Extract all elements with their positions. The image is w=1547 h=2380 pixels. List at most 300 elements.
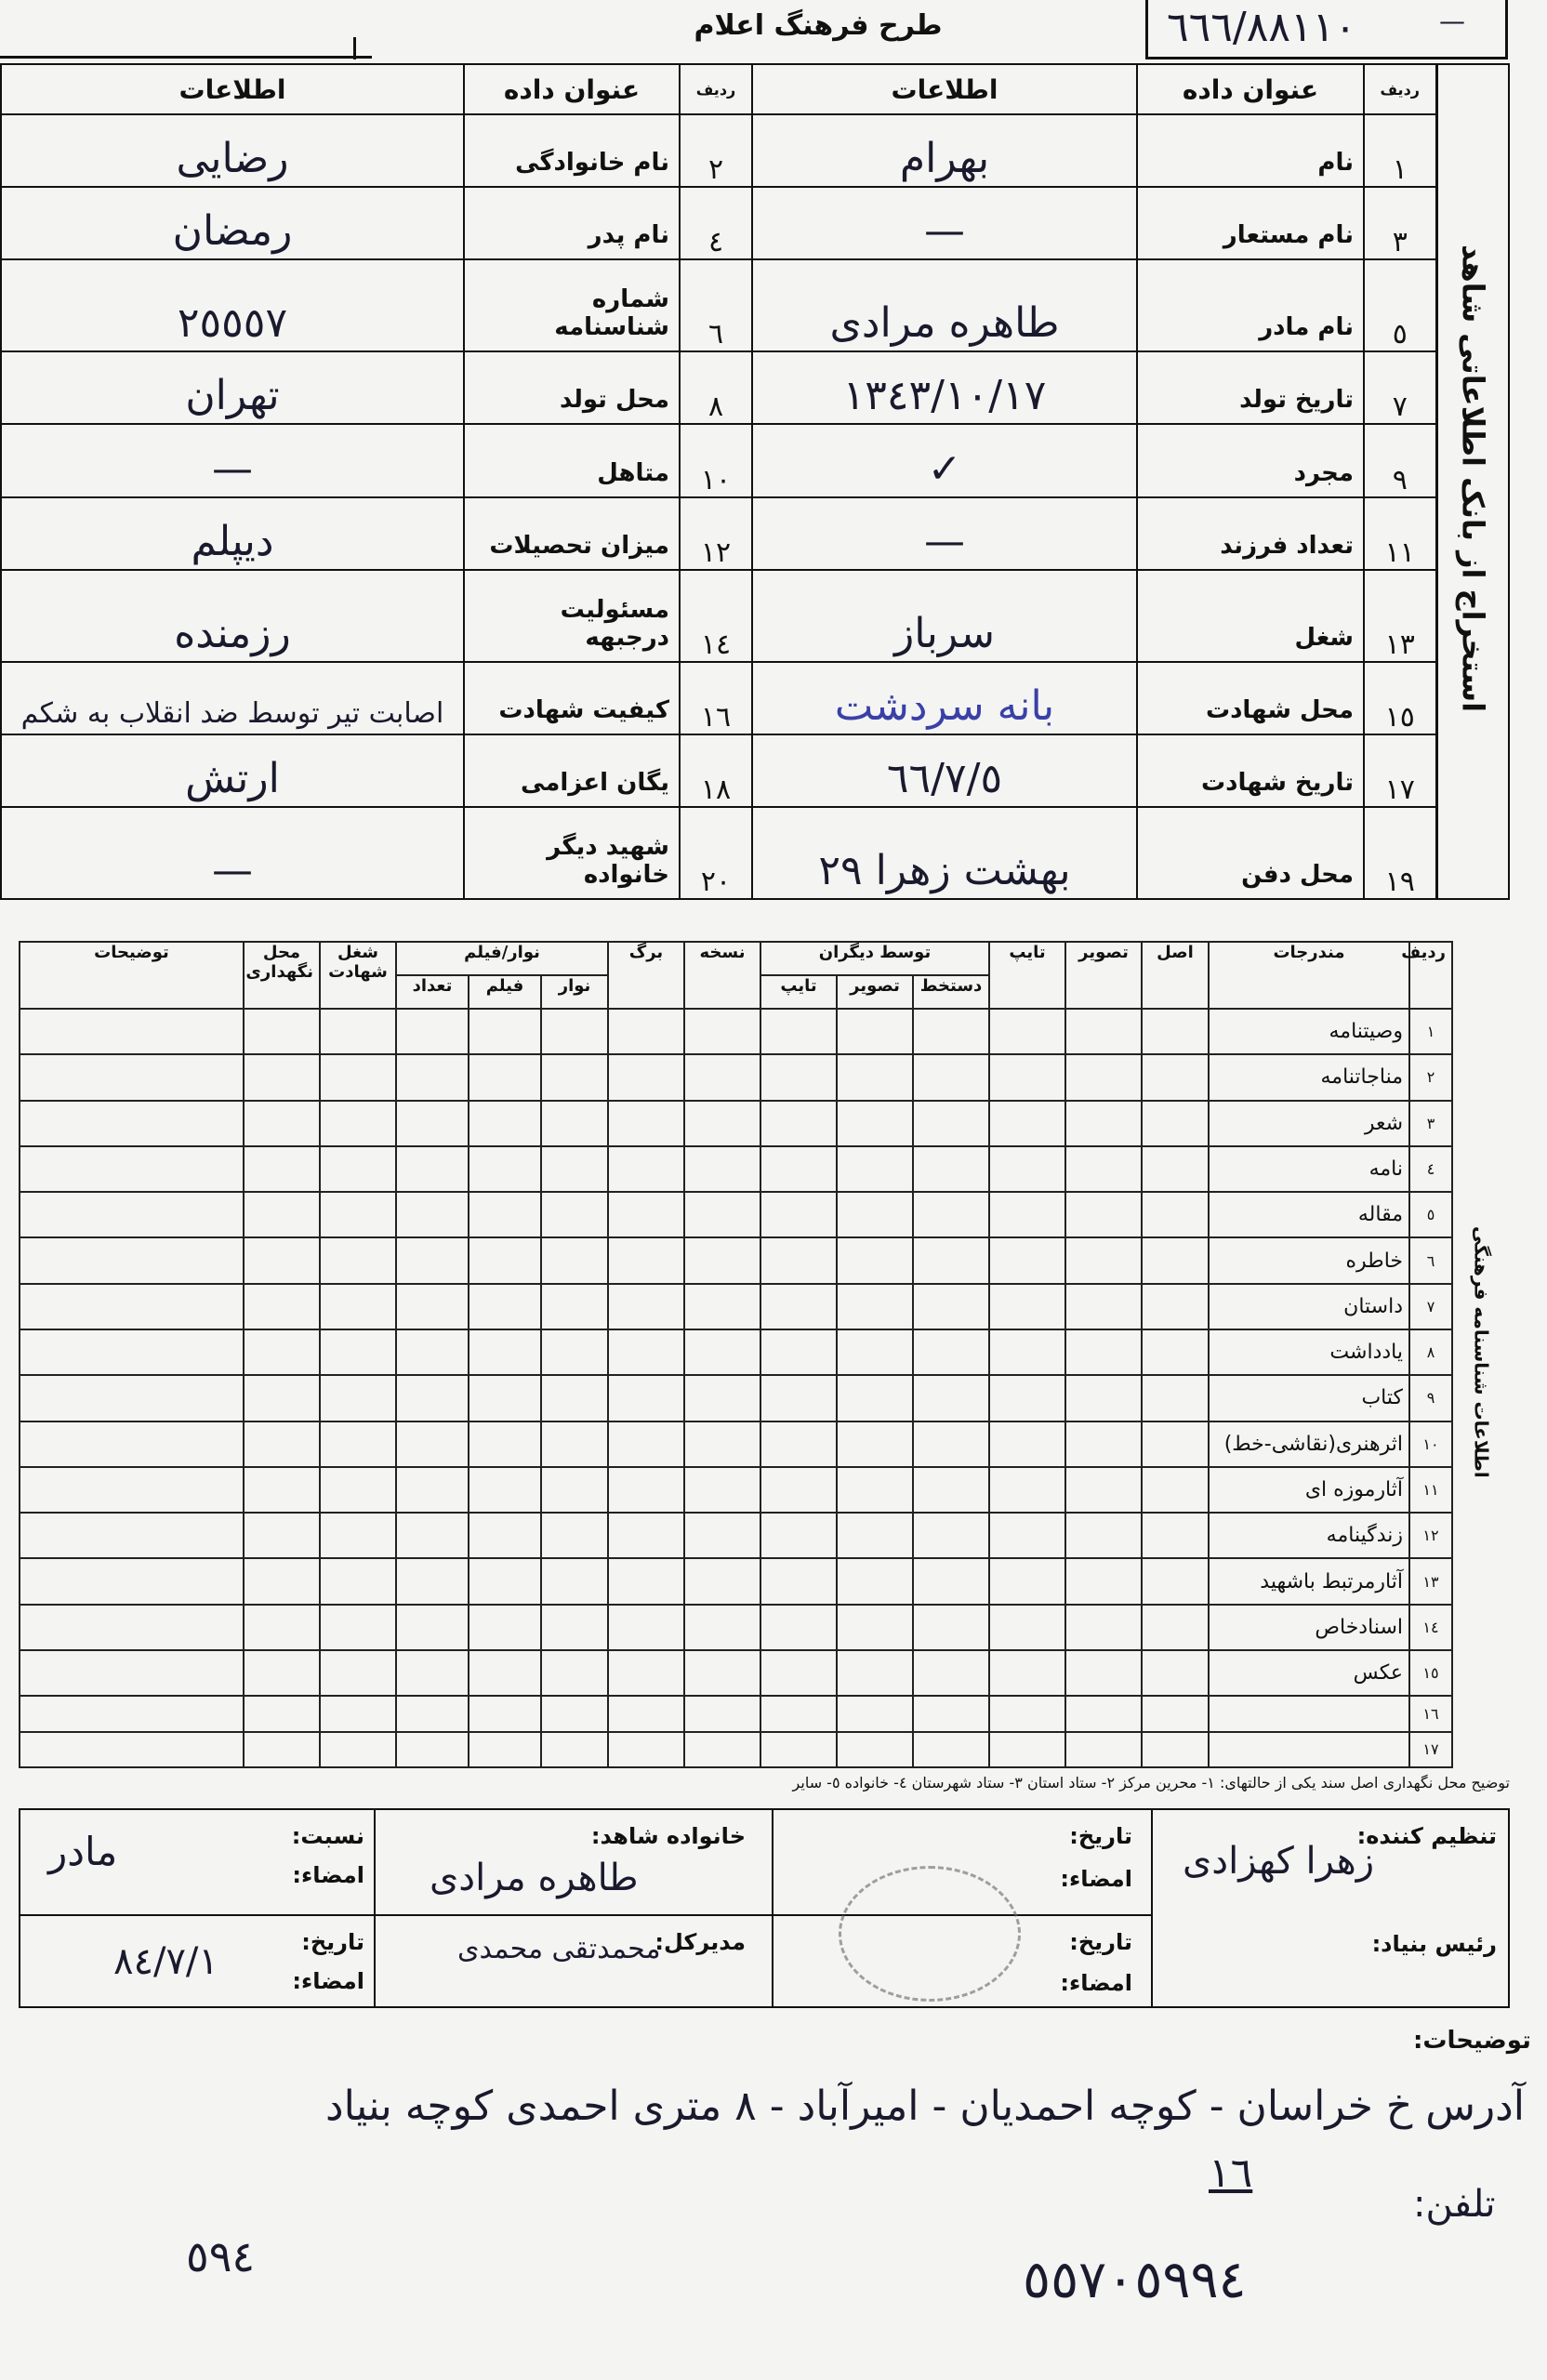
item-cell <box>541 1605 608 1650</box>
item-cell <box>320 1009 396 1054</box>
item-cell <box>837 1009 913 1054</box>
row-number: ١٧ <box>1364 734 1436 807</box>
h-handwritten: دستخط <box>913 975 989 1009</box>
sign-label-4: امضاء: <box>292 1968 364 1994</box>
item-cell <box>989 1192 1065 1237</box>
item-cell <box>608 1329 684 1375</box>
item-cell <box>541 1421 608 1467</box>
item-cell <box>396 1329 469 1375</box>
cultural-side-label: اطلاعات شناسنامه فرهنگی <box>1452 942 1510 1767</box>
item-cell <box>989 1467 1065 1513</box>
field-value: ١٣٤٣/١٠/١٧ <box>752 351 1137 424</box>
item-number: ١٠ <box>1409 1421 1452 1467</box>
item-cell <box>396 1605 469 1650</box>
martyr-info-row <box>1 570 1509 662</box>
item-cell <box>1065 1054 1142 1100</box>
item-cell <box>837 1558 913 1604</box>
item-cell <box>244 1192 320 1237</box>
item-cell <box>989 1732 1065 1767</box>
item-cell <box>320 1284 396 1329</box>
cultural-item-row <box>20 1054 1510 1100</box>
h-copy: نسخه <box>684 942 760 1009</box>
item-cell <box>20 1237 244 1283</box>
item-cell <box>320 1375 396 1421</box>
item-number: ٣ <box>1409 1101 1452 1146</box>
martyr-info-row <box>1 497 1509 570</box>
item-cell <box>396 1284 469 1329</box>
martyr-info-row <box>1 734 1509 807</box>
item-cell <box>244 1467 320 1513</box>
item-cell <box>1142 1558 1209 1604</box>
item-label: مناجاتنامه <box>1209 1054 1409 1100</box>
h-typed: تایپ <box>989 942 1065 1009</box>
sign-label-1: امضاء: <box>1060 1866 1132 1892</box>
item-cell <box>684 1650 760 1696</box>
cultural-item-row <box>20 1558 1510 1604</box>
row-number: ١٩ <box>1364 807 1436 899</box>
item-cell <box>1142 1605 1209 1650</box>
storage-footnote: توضیح محل نگهداری اصل سند یکی از حالتهای: ١- محرین مرکز ٢- ستاد استان ٣- ستاد شهرستان ٤- خانواده ٥- سایر <box>792 1774 1510 1792</box>
item-cell <box>469 1329 541 1375</box>
foundation-head-label: رئیس بنیاد: <box>1371 1931 1497 1957</box>
row-number: ٣ <box>1364 187 1436 259</box>
h-page: برگ <box>608 942 684 1009</box>
col-row-2: ردیف <box>680 64 752 114</box>
item-cell <box>913 1467 989 1513</box>
field-value: رزمنده <box>1 570 464 662</box>
item-cell <box>684 1284 760 1329</box>
field-label: یگان اعزامی <box>464 734 680 807</box>
item-cell <box>913 1284 989 1329</box>
item-cell <box>541 1329 608 1375</box>
item-cell <box>20 1284 244 1329</box>
field-label: مجرد <box>1137 424 1364 496</box>
item-cell <box>469 1732 541 1767</box>
item-cell <box>244 1696 320 1731</box>
col-info-2: اطلاعات <box>1 64 464 114</box>
item-cell <box>837 1237 913 1283</box>
official-stamp <box>839 1866 1021 2002</box>
item-cell <box>989 1329 1065 1375</box>
field-value: رمضان <box>1 187 464 259</box>
row-number: ٢ <box>680 114 752 187</box>
item-number: ٨ <box>1409 1329 1452 1375</box>
row-number: ٩ <box>1364 424 1436 496</box>
field-label: نام خانوادگی <box>464 114 680 187</box>
field-label: تاریخ شهادت <box>1137 734 1364 807</box>
h-row: ردیف <box>1409 942 1452 1009</box>
item-cell <box>244 1101 320 1146</box>
field-value: رضایی <box>1 114 464 187</box>
cultural-item-row <box>20 1696 1510 1731</box>
h-place-kept: محل نگهداری <box>244 942 320 1009</box>
cultural-item-row <box>20 1192 1510 1237</box>
field-label: محل تولد <box>464 351 680 424</box>
address-line: آدرس خ خراسان - کوچه احمدیان - امیرآباد - ٨ متری احمدی کوچه بنیاد <box>325 2082 1525 2130</box>
field-value: بهشت زهرا ٢٩ <box>752 807 1137 899</box>
item-cell <box>837 1284 913 1329</box>
item-cell <box>989 1650 1065 1696</box>
martyr-info-row <box>1 187 1509 259</box>
item-cell <box>396 1054 469 1100</box>
phone-value: ٥٥٧٠٥٩٩٤ <box>1023 2250 1247 2310</box>
item-cell <box>913 1696 989 1731</box>
item-cell <box>913 1237 989 1283</box>
item-cell <box>541 1558 608 1604</box>
item-cell <box>608 1237 684 1283</box>
item-cell <box>469 1284 541 1329</box>
item-cell <box>760 1375 837 1421</box>
item-cell <box>989 1696 1065 1731</box>
item-label: وصیتنامه <box>1209 1009 1409 1054</box>
col-field: عنوان داده <box>1137 64 1364 114</box>
item-cell <box>244 1605 320 1650</box>
item-number: ٥ <box>1409 1192 1452 1237</box>
field-value: اصابت تیر توسط ضد انقلاب به شکم <box>1 662 464 734</box>
item-cell <box>244 1284 320 1329</box>
item-cell <box>760 1605 837 1650</box>
item-cell <box>20 1375 244 1421</box>
item-cell <box>989 1375 1065 1421</box>
item-cell <box>684 1605 760 1650</box>
field-value: دیپلم <box>1 497 464 570</box>
row-number: ٦ <box>680 259 752 351</box>
field-value: تهران <box>1 351 464 424</box>
item-cell <box>760 1421 837 1467</box>
item-cell <box>760 1650 837 1696</box>
item-cell <box>684 1329 760 1375</box>
item-cell <box>1142 1650 1209 1696</box>
item-cell <box>913 1054 989 1100</box>
item-cell <box>837 1329 913 1375</box>
field-value: — <box>1 424 464 496</box>
row-number: ٤ <box>680 187 752 259</box>
col-field-2: عنوان داده <box>464 64 680 114</box>
field-value: — <box>752 497 1137 570</box>
item-cell <box>608 1192 684 1237</box>
item-cell <box>396 1421 469 1467</box>
item-cell <box>20 1650 244 1696</box>
item-cell <box>244 1558 320 1604</box>
item-cell <box>1142 1054 1209 1100</box>
field-value: ✓ <box>752 424 1137 496</box>
item-cell <box>913 1421 989 1467</box>
h-by-others: توسط دیگران <box>760 942 989 975</box>
item-cell <box>469 1513 541 1558</box>
item-cell <box>684 1009 760 1054</box>
item-label <box>1209 1696 1409 1731</box>
item-cell <box>469 1054 541 1100</box>
item-cell <box>1142 1696 1209 1731</box>
cultural-item-row <box>20 1732 1510 1767</box>
item-cell <box>1065 1146 1142 1192</box>
item-cell <box>1142 1009 1209 1054</box>
item-cell <box>320 1192 396 1237</box>
item-number: ١٣ <box>1409 1558 1452 1604</box>
item-cell <box>1142 1284 1209 1329</box>
field-label: نام <box>1137 114 1364 187</box>
item-cell <box>989 1558 1065 1604</box>
item-cell <box>1065 1192 1142 1237</box>
cultural-item-row <box>20 1467 1510 1513</box>
martyr-info-row <box>1 424 1509 496</box>
item-cell <box>469 1421 541 1467</box>
item-cell <box>608 1375 684 1421</box>
field-label: نام مستعار <box>1137 187 1364 259</box>
item-cell <box>20 1605 244 1650</box>
general-manager-value: محمدتقی محمدی <box>457 1933 661 1965</box>
item-cell <box>1065 1375 1142 1421</box>
field-value: طاهره مرادی <box>752 259 1137 351</box>
item-cell <box>469 1696 541 1731</box>
item-label: آثارمرتبط باشهید <box>1209 1558 1409 1604</box>
item-cell <box>244 1237 320 1283</box>
item-cell <box>989 1421 1065 1467</box>
item-cell <box>760 1054 837 1100</box>
field-value: بانه سردشت <box>752 662 1137 734</box>
item-cell <box>396 1467 469 1513</box>
item-cell <box>684 1421 760 1467</box>
item-cell <box>837 1375 913 1421</box>
item-cell <box>608 1146 684 1192</box>
item-cell <box>913 1329 989 1375</box>
item-cell <box>1065 1558 1142 1604</box>
item-cell <box>320 1054 396 1100</box>
item-cell <box>396 1732 469 1767</box>
item-cell <box>244 1375 320 1421</box>
notes-label: توضیحات: <box>1413 2027 1531 2055</box>
item-cell <box>396 1650 469 1696</box>
row-number: ٥ <box>1364 259 1436 351</box>
item-cell <box>913 1375 989 1421</box>
item-cell <box>541 1101 608 1146</box>
item-number: ١٥ <box>1409 1650 1452 1696</box>
item-cell <box>396 1009 469 1054</box>
item-cell <box>837 1467 913 1513</box>
item-cell <box>396 1375 469 1421</box>
family-label: خانواده شاهد: <box>590 1823 746 1849</box>
item-cell <box>913 1558 989 1604</box>
field-label: تعداد فرزند <box>1137 497 1364 570</box>
item-cell <box>396 1192 469 1237</box>
item-cell <box>608 1421 684 1467</box>
item-cell <box>989 1009 1065 1054</box>
item-cell <box>608 1284 684 1329</box>
item-cell <box>760 1696 837 1731</box>
row-number: ١٥ <box>1364 662 1436 734</box>
item-cell <box>320 1558 396 1604</box>
item-cell <box>320 1696 396 1731</box>
item-cell <box>760 1146 837 1192</box>
item-cell <box>320 1605 396 1650</box>
item-cell <box>837 1054 913 1100</box>
item-cell <box>760 1237 837 1283</box>
item-cell <box>608 1732 684 1767</box>
item-cell <box>684 1192 760 1237</box>
item-cell <box>1065 1696 1142 1731</box>
item-cell <box>20 1146 244 1192</box>
item-cell <box>320 1101 396 1146</box>
relation-value: مادر <box>48 1829 118 1874</box>
item-cell <box>320 1732 396 1767</box>
row-number: ١٠ <box>680 424 752 496</box>
item-cell <box>684 1732 760 1767</box>
cultural-item-row <box>20 1513 1510 1558</box>
date2-value: ٨٤/٧/١ <box>113 1940 218 1983</box>
field-label: شغل <box>1137 570 1364 662</box>
phone-label: تلفن: <box>1413 2183 1496 2226</box>
item-number: ٧ <box>1409 1284 1452 1329</box>
cultural-item-row <box>20 1101 1510 1146</box>
item-cell <box>837 1192 913 1237</box>
field-value: بهرام <box>752 114 1137 187</box>
item-label: خاطره <box>1209 1237 1409 1283</box>
cultural-item-row <box>20 1284 1510 1329</box>
item-cell <box>913 1605 989 1650</box>
item-cell <box>837 1605 913 1650</box>
item-cell <box>396 1696 469 1731</box>
sign-label-2: امضاء: <box>1060 1970 1132 1996</box>
item-cell <box>469 1467 541 1513</box>
item-cell <box>989 1146 1065 1192</box>
item-cell <box>469 1101 541 1146</box>
item-cell <box>541 1009 608 1054</box>
item-cell <box>541 1650 608 1696</box>
item-cell <box>20 1329 244 1375</box>
item-cell <box>469 1146 541 1192</box>
martyr-info-row <box>1 807 1509 899</box>
item-cell <box>541 1696 608 1731</box>
item-cell <box>989 1513 1065 1558</box>
cultural-item-row <box>20 1009 1510 1054</box>
item-cell <box>541 1467 608 1513</box>
cultural-item-row <box>20 1421 1510 1467</box>
item-number: ١١ <box>1409 1467 1452 1513</box>
item-cell <box>320 1513 396 1558</box>
date-label-2: تاریخ: <box>1069 1929 1132 1955</box>
cultural-item-row <box>20 1146 1510 1192</box>
field-label: تاریخ تولد <box>1137 351 1364 424</box>
item-cell <box>760 1513 837 1558</box>
item-cell <box>684 1146 760 1192</box>
extra-mark: ٥٩٤ <box>186 2231 256 2281</box>
h-count: تعداد <box>396 975 469 1009</box>
row-number: ١١ <box>1364 497 1436 570</box>
item-label: اسنادخاص <box>1209 1605 1409 1650</box>
item-cell <box>541 1237 608 1283</box>
sign-label-3: امضاء: <box>292 1862 364 1888</box>
item-cell <box>837 1696 913 1731</box>
item-cell <box>320 1650 396 1696</box>
form-title: طرح فرهنگ اعلام <box>694 9 943 42</box>
item-label: آثارموزه ای <box>1209 1467 1409 1513</box>
item-cell <box>244 1146 320 1192</box>
item-cell <box>684 1558 760 1604</box>
field-label: نام پدر <box>464 187 680 259</box>
h-tape-film: نوار/فیلم <box>396 942 608 975</box>
h-martyr-job: شغل شهادت <box>320 942 396 1009</box>
row-number: ١ <box>1364 114 1436 187</box>
item-cell <box>1065 1284 1142 1329</box>
martyr-info-header-row <box>1 64 1509 114</box>
item-cell <box>541 1284 608 1329</box>
item-cell <box>20 1696 244 1731</box>
item-cell <box>469 1237 541 1283</box>
item-cell <box>608 1513 684 1558</box>
row-number: ١٨ <box>680 734 752 807</box>
cultural-header-row-1 <box>20 942 1510 975</box>
item-cell <box>244 1421 320 1467</box>
field-value: سرباز <box>752 570 1137 662</box>
row-number: ١٤ <box>680 570 752 662</box>
item-cell <box>20 1054 244 1100</box>
item-number: ١٢ <box>1409 1513 1452 1558</box>
h-film: فیلم <box>469 975 541 1009</box>
martyr-info-row <box>1 662 1509 734</box>
h-others-image: تصویر <box>837 975 913 1009</box>
cultural-item-row <box>20 1650 1510 1696</box>
item-cell <box>541 1146 608 1192</box>
item-cell <box>244 1329 320 1375</box>
item-cell <box>320 1237 396 1283</box>
item-cell <box>1065 1421 1142 1467</box>
item-label: داستان <box>1209 1284 1409 1329</box>
item-cell <box>760 1101 837 1146</box>
row-number: ٨ <box>680 351 752 424</box>
item-cell <box>837 1101 913 1146</box>
header-rule <box>0 56 372 59</box>
item-number: ٦ <box>1409 1237 1452 1283</box>
family-value: طاهره مرادی <box>430 1857 639 1899</box>
field-value: ارتش <box>1 734 464 807</box>
h-image: تصویر <box>1065 942 1142 1009</box>
item-cell <box>541 1732 608 1767</box>
item-cell <box>20 1192 244 1237</box>
item-cell <box>244 1513 320 1558</box>
item-cell <box>989 1237 1065 1283</box>
item-cell <box>608 1467 684 1513</box>
item-cell <box>1065 1101 1142 1146</box>
item-cell <box>684 1054 760 1100</box>
item-cell <box>1142 1513 1209 1558</box>
cultural-item-row <box>20 1237 1510 1283</box>
item-cell <box>20 1732 244 1767</box>
item-cell <box>760 1329 837 1375</box>
item-number: ١ <box>1409 1009 1452 1054</box>
item-cell <box>760 1009 837 1054</box>
item-cell <box>989 1284 1065 1329</box>
item-label: کتاب <box>1209 1375 1409 1421</box>
item-cell <box>913 1513 989 1558</box>
item-cell <box>1065 1329 1142 1375</box>
item-cell <box>396 1558 469 1604</box>
organizer-label: تنظیم کننده: <box>1356 1823 1497 1849</box>
item-cell <box>20 1513 244 1558</box>
item-cell <box>469 1650 541 1696</box>
organizer-value: زهرا کهزادی <box>1183 1840 1375 1883</box>
bank-extract-side-label: استخراج از بانک اطلاعاتی شاهد <box>1436 64 1509 899</box>
field-label: کیفیت شهادت <box>464 662 680 734</box>
item-label: زندگینامه <box>1209 1513 1409 1558</box>
item-cell <box>244 1650 320 1696</box>
h-description: توضیحات <box>20 942 244 1009</box>
item-cell <box>244 1009 320 1054</box>
item-cell <box>320 1146 396 1192</box>
item-cell <box>608 1101 684 1146</box>
item-cell <box>469 1605 541 1650</box>
martyr-info-row <box>1 114 1509 187</box>
item-label: نامه <box>1209 1146 1409 1192</box>
